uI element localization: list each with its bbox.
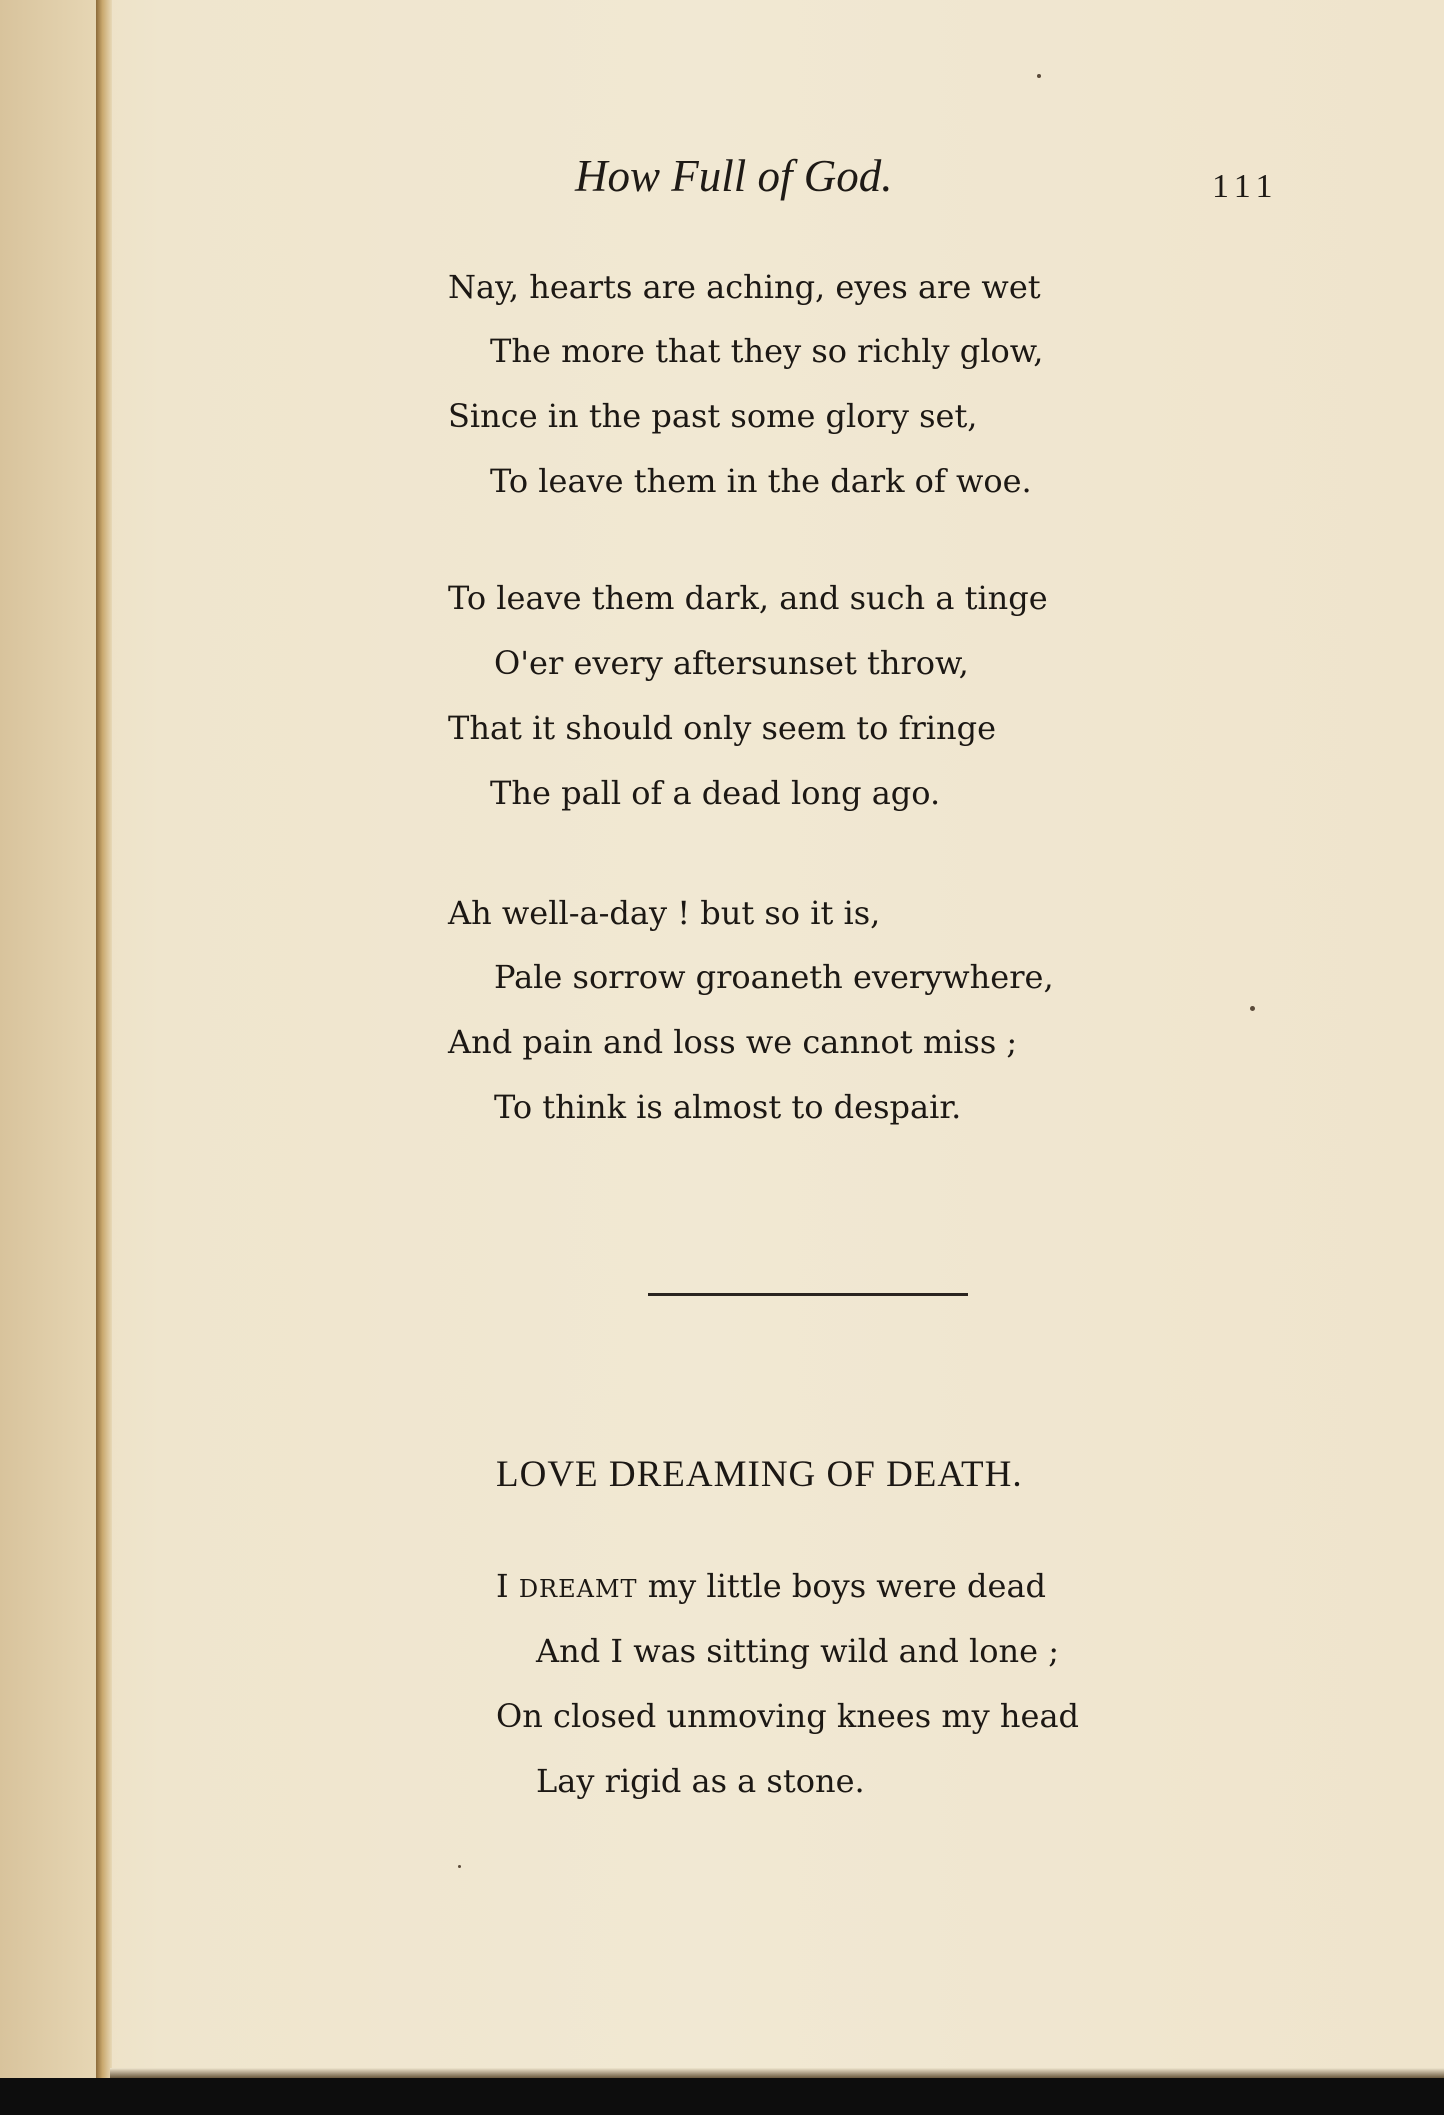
poem-line: To think is almost to despair. (494, 1088, 962, 1126)
poem-line: To leave them in the dark of woe. (490, 462, 1032, 500)
poem-line: Ah well-a-day ! but so it is, (448, 894, 881, 932)
poem-line: O'er every aftersunset throw, (494, 644, 969, 682)
poem-line: The more that they so richly glow, (490, 332, 1044, 370)
paper-speck (458, 1865, 461, 1868)
poem-line: The pall of a dead long ago. (490, 774, 941, 812)
poem-line: To leave them dark, and such a tinge (448, 579, 1048, 617)
page-number: 111 (1212, 168, 1279, 205)
binding-margin (0, 0, 100, 2078)
poem-line: That it should only seem to fringe (448, 709, 996, 747)
poem-line-first (496, 1567, 1046, 1605)
poem-line: Since in the past some glory set, (448, 397, 978, 435)
page-bottom-edge (110, 2068, 1444, 2078)
poem-line: On closed unmoving knees my head (496, 1697, 1080, 1735)
first-word: I (496, 1567, 509, 1605)
small-caps-word: DREAMT (518, 1575, 638, 1603)
section-divider (648, 1293, 968, 1296)
first-line-rest: my little boys were dead (647, 1567, 1046, 1605)
scan-bottom-border (0, 2078, 1444, 2115)
poem-title: LOVE DREAMING OF DEATH. (496, 1454, 1023, 1495)
paper-speck (1037, 74, 1041, 78)
poem-line: And pain and loss we cannot miss ; (448, 1023, 1018, 1061)
poem-line: And I was sitting wild and lone ; (536, 1632, 1059, 1670)
paper-speck (1250, 1006, 1255, 1011)
poem-line: Pale sorrow groaneth everywhere, (494, 958, 1054, 996)
page-binding (96, 0, 112, 2078)
poem-line: Lay rigid as a stone. (536, 1762, 865, 1800)
poem-line: Nay, hearts are aching, eyes are wet (448, 268, 1041, 306)
running-title: How Full of God. (575, 151, 893, 201)
